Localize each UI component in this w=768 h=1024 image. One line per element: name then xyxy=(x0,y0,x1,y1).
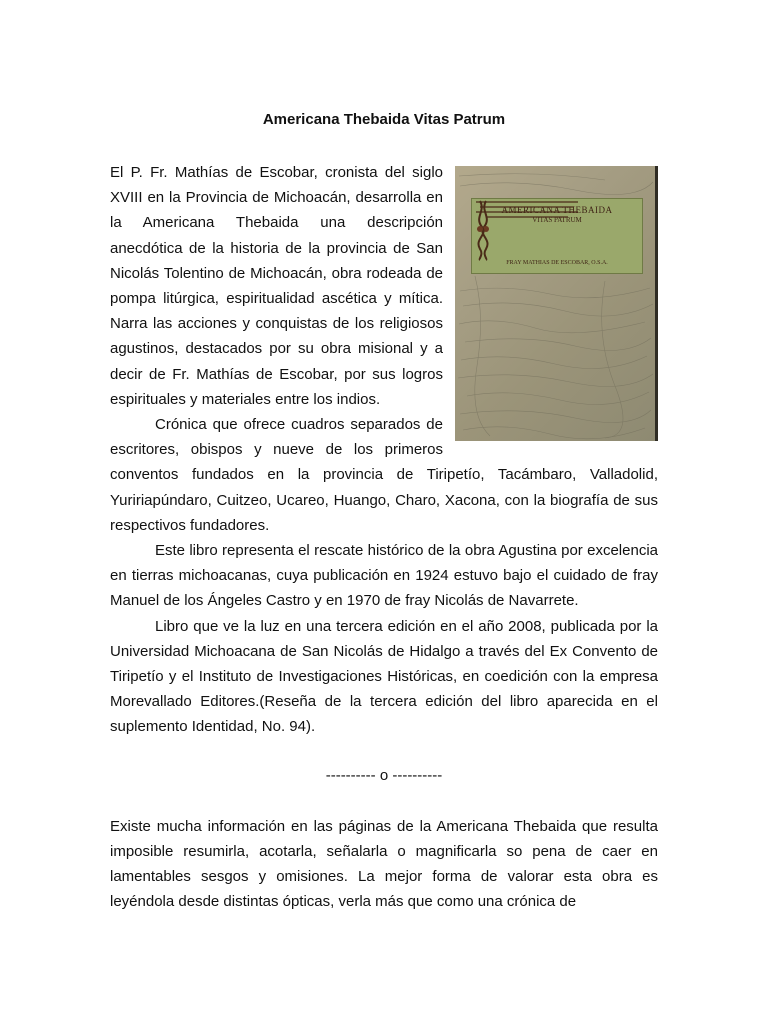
cover-author: FRAY MATHIAS DE ESCOBAR, O.S.A. xyxy=(506,260,608,266)
paragraph-1: El P. Fr. Mathías de Escobar, cronista del siglo XVIII en la Provincia de Michoacán, desarrolla en la Americana Thebaida una descripción anecdótica de la historia de la provincia de San Nicolás Tolentino de Michoacán, obra rodeada de pompa litúrgica, espiritualidad ascética y mítica. Narra las acciones y conquistas de los religiosos agustinos, destacados por su obra misional y a decir de Fr. Mathías de Escobar, por sus logros espirituales y materiales entre los indios. xyxy=(110,164,443,408)
book-cover-image xyxy=(455,166,658,441)
document-title: Americana Thebaida Vitas Patrum xyxy=(262,111,506,128)
cover-small-text-lines xyxy=(472,199,582,221)
section-divider: ---------- o ---------- xyxy=(325,766,443,784)
document-page xyxy=(110,110,658,914)
cover-title: AMERICANA THEBAIDA xyxy=(501,205,613,215)
paragraph-4: Libro que ve la luz en una tercera edición en el año 2008, publicada por la Universidad Michoacana de San Nicolás de Hidalgo a través del Ex Convento de Tiripetío y el Instituto de Investigaciones Históricas, en coedición con la empresa Morevallado Editores.(Reseña de la tercera edición del libro aparecida en el suplemento Identidad, No. 94). xyxy=(110,617,658,736)
paragraph-3: Este libro representa el rescate histórico de la obra Agustina por excelencia en tierras michoacanas, cuya publicación en 1924 estuvo bajo el cuidado de fray Manuel de los Ángeles Castro y en 1970 de fray Nicolás de Navarrete. xyxy=(110,542,658,610)
paragraph-2: Crónica que ofrece cuadros separados de escritores, obispos y nueve de los primeros conventos fundados en la provincia de Tiripetío, Tacámbaro, Valladolid, Yuririapúndaro, Cuitzeo, Ucareo, Huango, Charo, Xacona, con la biografía de sus respectivos fundadores. xyxy=(110,416,658,534)
title-plate xyxy=(471,198,643,274)
cover-subtitle: VITAS PATRUM xyxy=(532,216,582,224)
paragraph-5: Existe mucha información en las páginas de la Americana Thebaida que resulta imposible resumirla, acotarla, señalarla o magnificarla so pena de caer en lamentables sesgos y omisiones. La mejor forma de valorar esta obra es leyéndola desde distintas ópticas, verla más que como una crónica de xyxy=(110,817,658,911)
